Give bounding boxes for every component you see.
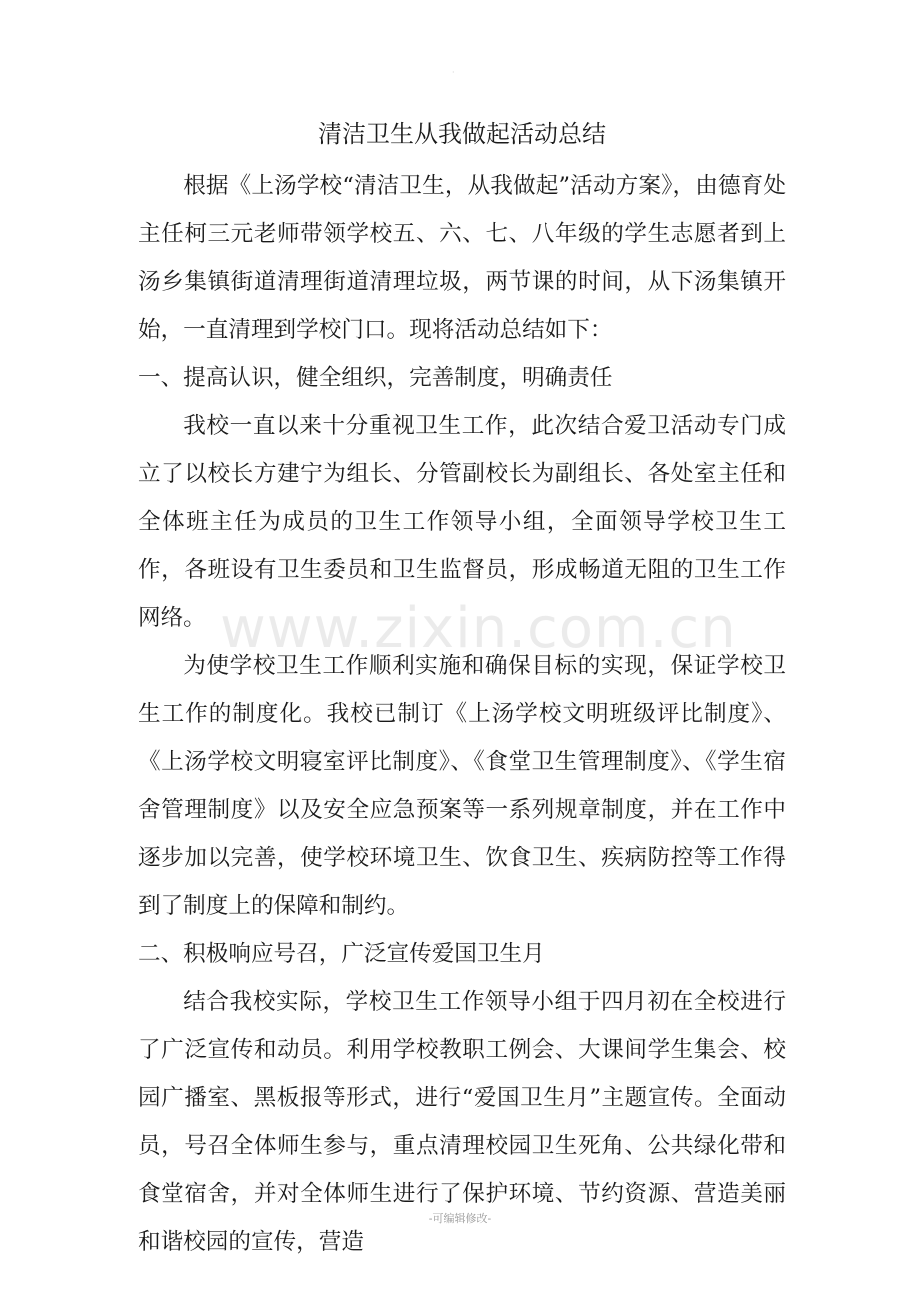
document-title: 清洁卫生从我做起活动总结 bbox=[318, 120, 606, 148]
top-mark: · bbox=[452, 68, 455, 77]
section2-heading: 二、积极响应号召，广泛宣传爱国卫生月 bbox=[138, 941, 545, 967]
watermark: www.zixin.com.cn bbox=[220, 596, 737, 661]
section2-paragraph-1: 结合我校实际，学校卫生工作领导小组于四月初在全校进行了广泛宣传和动员。利用学校教职工例会、大课间学生集会、校园广播室、黑板报等形式，进行“爱国卫生月”主题宣传。全面动员，号召全体师生参与，重点清理校园卫生死角、公共绿化带和食堂宿舍，并对全体师生进行了保护环境、节约资源、营造美丽和谐校园的宣传，营造 bbox=[138, 989, 786, 1255]
page-footer: -可编辑修改- bbox=[428, 1212, 492, 1225]
section1-paragraph-2: 为使学校卫生工作顺利实施和确保目标的实现，保证学校卫生工作的制度化。我校已制订《上汤学校文明班级评比制度》、《上汤学校文明寝室评比制度》、《食堂卫生管理制度》、《学生宿舍管理制度》以及安全应急预案等一系列规章制度，并在工作中逐步加以完善，使学校环境卫生、饮食卫生、疾病防控等工作得到了制度上的保障和制约。 bbox=[138, 653, 786, 919]
section1-paragraph-1: 我校一直以来十分重视卫生工作，此次结合爱卫活动专门成立了以校长方建宁为组长、分管副校长为副组长、各处室主任和全体班主任为成员的卫生工作领导小组，全面领导学校卫生工作，各班设有卫生委员和卫生监督员，形成畅道无阻的卫生工作网络。 bbox=[138, 413, 786, 631]
intro-paragraph: 根据《上汤学校“清洁卫生，从我做起”活动方案》，由德育处主任柯三元老师带领学校五、六、七、八年级的学生志愿者到上汤乡集镇街道清理街道清理垃圾，两节课的时间，从下汤集镇开始，一直清理到学校门口。现将活动总结如下： bbox=[138, 173, 786, 343]
document-body bbox=[138, 114, 786, 1266]
section1-heading: 一、提高认识，健全组织，完善制度，明确责任 bbox=[138, 365, 613, 391]
